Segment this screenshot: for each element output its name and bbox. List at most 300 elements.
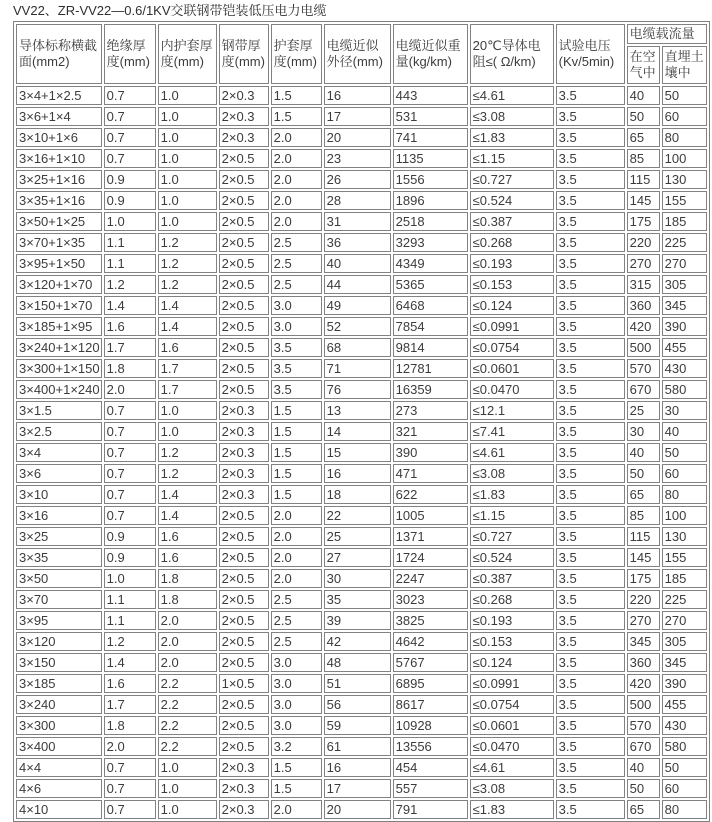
- table-cell: 3×150: [16, 653, 102, 672]
- table-cell: 390: [393, 443, 468, 462]
- table-cell: 1.0: [158, 86, 217, 105]
- table-cell: 3.2: [271, 737, 322, 756]
- table-cell: 4×10: [16, 800, 102, 819]
- table-cell: ≤3.08: [470, 107, 554, 126]
- table-cell: ≤1.15: [470, 506, 554, 525]
- table-cell: ≤4.61: [470, 443, 554, 462]
- table-cell: 3×25: [16, 527, 102, 546]
- table-cell: 42: [324, 632, 391, 651]
- table-cell: 3.5: [556, 170, 625, 189]
- table-cell: 3.0: [271, 695, 322, 714]
- table-row: [16, 338, 707, 357]
- table-cell: ≤0.0754: [470, 338, 554, 357]
- table-cell: 145: [627, 191, 660, 210]
- table-cell: 455: [662, 695, 707, 714]
- table-cell: 12781: [393, 359, 468, 378]
- table-cell: 3×300+1×150: [16, 359, 102, 378]
- table-cell: 270: [627, 254, 660, 273]
- table-cell: 1.4: [158, 317, 217, 336]
- table-cell: 30: [324, 569, 391, 588]
- table-cell: 50: [662, 443, 707, 462]
- table-row: [16, 674, 707, 693]
- table-cell: 1.2: [158, 233, 217, 252]
- table-cell: 1.4: [104, 653, 156, 672]
- table-cell: 39: [324, 611, 391, 630]
- table-cell: 1005: [393, 506, 468, 525]
- table-cell: 4×6: [16, 779, 102, 798]
- table-cell: 2×0.5: [219, 170, 269, 189]
- table-cell: 9814: [393, 338, 468, 357]
- table-cell: 3.5: [271, 380, 322, 399]
- col-header-insulation: 绝缘厚度(mm): [104, 24, 156, 84]
- table-cell: 36: [324, 233, 391, 252]
- table-row: [16, 359, 707, 378]
- table-cell: 2×0.3: [219, 443, 269, 462]
- table-row: [16, 170, 707, 189]
- table-cell: 3.5: [556, 212, 625, 231]
- table-cell: 2×0.5: [219, 254, 269, 273]
- table-cell: 23: [324, 149, 391, 168]
- table-cell: 6895: [393, 674, 468, 693]
- table-cell: 0.7: [104, 485, 156, 504]
- table-cell: 1135: [393, 149, 468, 168]
- table-cell: 1556: [393, 170, 468, 189]
- table-cell: 2×0.5: [219, 506, 269, 525]
- table-cell: 3×70: [16, 590, 102, 609]
- table-cell: 115: [627, 527, 660, 546]
- table-cell: 22: [324, 506, 391, 525]
- table-cell: 1.0: [104, 212, 156, 231]
- table-cell: 3.5: [556, 86, 625, 105]
- table-cell: 3023: [393, 590, 468, 609]
- table-cell: 0.7: [104, 107, 156, 126]
- table-cell: ≤7.41: [470, 422, 554, 441]
- table-cell: 25: [324, 527, 391, 546]
- table-row: [16, 779, 707, 798]
- col-header-conductor: 导体标称横截面(mm2): [16, 24, 102, 84]
- table-cell: 40: [662, 422, 707, 441]
- table-cell: 65: [627, 128, 660, 147]
- table-cell: 175: [627, 569, 660, 588]
- table-cell: 50: [627, 464, 660, 483]
- table-cell: 1.2: [158, 464, 217, 483]
- table-cell: 454: [393, 758, 468, 777]
- table-cell: 16: [324, 86, 391, 105]
- table-cell: 430: [662, 716, 707, 735]
- table-cell: 360: [627, 296, 660, 315]
- table-cell: 305: [662, 275, 707, 294]
- table-cell: 0.9: [104, 191, 156, 210]
- table-cell: 1724: [393, 548, 468, 567]
- table-cell: 2×0.3: [219, 779, 269, 798]
- table-cell: 15: [324, 443, 391, 462]
- table-cell: ≤0.0601: [470, 359, 554, 378]
- table-cell: 1.0: [158, 212, 217, 231]
- table-cell: ≤3.08: [470, 464, 554, 483]
- table-cell: 1.8: [104, 716, 156, 735]
- table-cell: 2×0.5: [219, 611, 269, 630]
- table-cell: 2.5: [271, 632, 322, 651]
- table-cell: 3.5: [556, 338, 625, 357]
- table-cell: 0.9: [104, 170, 156, 189]
- table-cell: 1.2: [158, 254, 217, 273]
- table-cell: 2.0: [158, 653, 217, 672]
- table-cell: 60: [662, 779, 707, 798]
- table-cell: ≤0.124: [470, 296, 554, 315]
- table-row: [16, 695, 707, 714]
- col-header-test-voltage: 试验电压(Kv/5min): [556, 24, 625, 84]
- table-cell: 3×2.5: [16, 422, 102, 441]
- table-cell: 185: [662, 569, 707, 588]
- table-cell: 420: [627, 317, 660, 336]
- table-cell: 3.5: [556, 107, 625, 126]
- table-cell: 2×0.5: [219, 275, 269, 294]
- table-cell: 50: [627, 107, 660, 126]
- table-cell: 4×4: [16, 758, 102, 777]
- table-cell: 3×300: [16, 716, 102, 735]
- table-row: [16, 296, 707, 315]
- table-cell: 20: [324, 800, 391, 819]
- table-cell: 1.0: [158, 149, 217, 168]
- table-cell: 3.5: [556, 401, 625, 420]
- table-cell: 0.7: [104, 506, 156, 525]
- table-cell: ≤0.268: [470, 233, 554, 252]
- table-cell: 3.5: [556, 506, 625, 525]
- table-cell: 2.0: [271, 212, 322, 231]
- table-cell: 3×6+1×4: [16, 107, 102, 126]
- table-cell: 3.5: [271, 338, 322, 357]
- table-cell: 321: [393, 422, 468, 441]
- table-cell: 2×0.3: [219, 86, 269, 105]
- table-cell: 2×0.5: [219, 569, 269, 588]
- table-cell: 270: [627, 611, 660, 630]
- table-cell: 670: [627, 737, 660, 756]
- table-cell: 1371: [393, 527, 468, 546]
- table-cell: 65: [627, 485, 660, 504]
- table-cell: 1.5: [271, 107, 322, 126]
- table-cell: 345: [662, 653, 707, 672]
- table-cell: 25: [627, 401, 660, 420]
- table-cell: 3.5: [556, 569, 625, 588]
- table-cell: 3×25+1×16: [16, 170, 102, 189]
- table-cell: 3×16+1×10: [16, 149, 102, 168]
- table-cell: 40: [627, 758, 660, 777]
- table-cell: 2.0: [271, 170, 322, 189]
- table-cell: 145: [627, 548, 660, 567]
- table-cell: 85: [627, 149, 660, 168]
- col-header-outer-diameter: 电缆近似外径(mm): [324, 24, 391, 84]
- table-cell: 2.5: [271, 233, 322, 252]
- table-cell: 3×400: [16, 737, 102, 756]
- table-cell: 65: [627, 800, 660, 819]
- table-cell: 3×50: [16, 569, 102, 588]
- table-cell: 31: [324, 212, 391, 231]
- table-cell: ≤0.268: [470, 590, 554, 609]
- table-cell: ≤0.524: [470, 191, 554, 210]
- table-cell: 1.0: [158, 191, 217, 210]
- table-cell: 270: [662, 254, 707, 273]
- table-cell: 1.5: [271, 779, 322, 798]
- table-cell: 8617: [393, 695, 468, 714]
- col-header-ampacity-air: 在空气中: [627, 46, 660, 84]
- table-cell: 17: [324, 107, 391, 126]
- table-cell: 1896: [393, 191, 468, 210]
- table-cell: 305: [662, 632, 707, 651]
- table-cell: 420: [627, 674, 660, 693]
- table-cell: ≤4.61: [470, 758, 554, 777]
- table-cell: ≤1.83: [470, 800, 554, 819]
- table-cell: 1.7: [104, 338, 156, 357]
- table-cell: 3×35: [16, 548, 102, 567]
- table-cell: 3×95: [16, 611, 102, 630]
- table-cell: 35: [324, 590, 391, 609]
- header-row-1: [16, 24, 707, 44]
- table-cell: 390: [662, 674, 707, 693]
- table-cell: 3×10+1×6: [16, 128, 102, 147]
- table-cell: ≤1.83: [470, 485, 554, 504]
- table-cell: 471: [393, 464, 468, 483]
- table-cell: 1.2: [158, 443, 217, 462]
- table-cell: 2×0.3: [219, 800, 269, 819]
- table-cell: 3×120: [16, 632, 102, 651]
- table-cell: 1.4: [158, 485, 217, 504]
- table-cell: 3.0: [271, 674, 322, 693]
- table-cell: 1.6: [158, 548, 217, 567]
- table-cell: 557: [393, 779, 468, 798]
- table-cell: 1.0: [158, 170, 217, 189]
- table-cell: 3.5: [556, 548, 625, 567]
- table-cell: 130: [662, 170, 707, 189]
- table-cell: 100: [662, 149, 707, 168]
- table-cell: 1.0: [158, 422, 217, 441]
- table-row: [16, 191, 707, 210]
- table-cell: 220: [627, 233, 660, 252]
- table-cell: ≤0.0754: [470, 695, 554, 714]
- table-cell: 3.5: [556, 611, 625, 630]
- table-body: [16, 86, 707, 819]
- table-row: [16, 212, 707, 231]
- table-cell: 2.0: [271, 527, 322, 546]
- table-cell: ≤0.0991: [470, 317, 554, 336]
- table-cell: 3.5: [271, 359, 322, 378]
- table-row: [16, 443, 707, 462]
- table-cell: 3.5: [556, 359, 625, 378]
- table-cell: 2×0.5: [219, 296, 269, 315]
- table-cell: 1.5: [271, 86, 322, 105]
- table-cell: 2.5: [271, 275, 322, 294]
- table-cell: 1.2: [104, 632, 156, 651]
- table-cell: 130: [662, 527, 707, 546]
- table-cell: ≤0.0470: [470, 737, 554, 756]
- table-cell: 220: [627, 590, 660, 609]
- table-cell: 2.0: [271, 128, 322, 147]
- table-row: [16, 506, 707, 525]
- table-cell: 3×120+1×70: [16, 275, 102, 294]
- table-cell: 0.9: [104, 548, 156, 567]
- table-cell: 225: [662, 233, 707, 252]
- table-cell: 3×400+1×240: [16, 380, 102, 399]
- table-row: [16, 107, 707, 126]
- table-cell: 60: [662, 464, 707, 483]
- table-cell: 670: [627, 380, 660, 399]
- table-cell: 3×240: [16, 695, 102, 714]
- table-cell: 1.5: [271, 422, 322, 441]
- table-cell: 2.0: [104, 737, 156, 756]
- table-cell: 430: [662, 359, 707, 378]
- table-row: [16, 401, 707, 420]
- table-row: [16, 317, 707, 336]
- table-cell: 455: [662, 338, 707, 357]
- table-cell: 1.0: [104, 569, 156, 588]
- table-row: [16, 800, 707, 819]
- table-cell: ≤0.193: [470, 254, 554, 273]
- table-cell: 4642: [393, 632, 468, 651]
- table-row: [16, 149, 707, 168]
- table-cell: 2×0.3: [219, 422, 269, 441]
- table-cell: 27: [324, 548, 391, 567]
- table-cell: 16: [324, 464, 391, 483]
- table-cell: 2.0: [271, 569, 322, 588]
- table-cell: 44: [324, 275, 391, 294]
- table-cell: 1.4: [158, 296, 217, 315]
- table-cell: 3.5: [556, 485, 625, 504]
- table-cell: 1.6: [158, 338, 217, 357]
- table-cell: ≤1.83: [470, 128, 554, 147]
- table-cell: 6468: [393, 296, 468, 315]
- cable-spec-table: [13, 21, 710, 822]
- table-cell: 175: [627, 212, 660, 231]
- table-cell: 115: [627, 170, 660, 189]
- table-row: [16, 632, 707, 651]
- table-cell: 570: [627, 716, 660, 735]
- table-cell: 2.0: [271, 191, 322, 210]
- table-cell: 390: [662, 317, 707, 336]
- table-cell: 3×95+1×50: [16, 254, 102, 273]
- table-cell: 1.0: [158, 779, 217, 798]
- table-cell: 570: [627, 359, 660, 378]
- table-cell: 28: [324, 191, 391, 210]
- table-row: [16, 737, 707, 756]
- table-cell: 3.0: [271, 716, 322, 735]
- table-cell: 50: [662, 86, 707, 105]
- table-cell: 2.2: [158, 674, 217, 693]
- table-cell: 531: [393, 107, 468, 126]
- table-cell: 1.6: [104, 317, 156, 336]
- table-cell: ≤0.727: [470, 170, 554, 189]
- table-cell: 1.6: [158, 527, 217, 546]
- table-cell: 3×185+1×95: [16, 317, 102, 336]
- table-cell: 791: [393, 800, 468, 819]
- table-cell: 2.2: [158, 737, 217, 756]
- table-row: [16, 569, 707, 588]
- table-cell: ≤12.1: [470, 401, 554, 420]
- table-cell: 5767: [393, 653, 468, 672]
- table-cell: 52: [324, 317, 391, 336]
- table-row: [16, 485, 707, 504]
- table-cell: 0.7: [104, 779, 156, 798]
- table-cell: 3.5: [556, 674, 625, 693]
- table-cell: 80: [662, 128, 707, 147]
- table-cell: 1.4: [158, 506, 217, 525]
- table-cell: 3825: [393, 611, 468, 630]
- table-cell: 1.6: [104, 674, 156, 693]
- table-cell: 17: [324, 779, 391, 798]
- table-cell: 1.2: [158, 275, 217, 294]
- table-cell: 61: [324, 737, 391, 756]
- table-cell: 7854: [393, 317, 468, 336]
- table-cell: 2.0: [158, 611, 217, 630]
- table-cell: 500: [627, 695, 660, 714]
- table-cell: ≤0.193: [470, 611, 554, 630]
- table-cell: ≤0.727: [470, 527, 554, 546]
- table-row: [16, 590, 707, 609]
- table-cell: 2.5: [271, 590, 322, 609]
- table-cell: 3.5: [556, 737, 625, 756]
- table-row: [16, 758, 707, 777]
- table-cell: 2.2: [158, 695, 217, 714]
- table-cell: 2×0.3: [219, 464, 269, 483]
- table-cell: 1.5: [271, 443, 322, 462]
- table-cell: 40: [324, 254, 391, 273]
- table-cell: ≤0.387: [470, 212, 554, 231]
- table-cell: 3×16: [16, 506, 102, 525]
- table-row: [16, 611, 707, 630]
- table-cell: 2.0: [271, 149, 322, 168]
- table-cell: 3.5: [556, 443, 625, 462]
- table-cell: 1.1: [104, 233, 156, 252]
- table-row: [16, 464, 707, 483]
- table-cell: 3293: [393, 233, 468, 252]
- table-cell: ≤0.0991: [470, 674, 554, 693]
- table-cell: 1.1: [104, 590, 156, 609]
- table-cell: 3.0: [271, 296, 322, 315]
- table-cell: 2×0.5: [219, 716, 269, 735]
- table-cell: 56: [324, 695, 391, 714]
- table-cell: 13556: [393, 737, 468, 756]
- table-cell: 741: [393, 128, 468, 147]
- table-cell: 1.7: [104, 695, 156, 714]
- table-row: [16, 275, 707, 294]
- table-cell: ≤0.153: [470, 632, 554, 651]
- table-cell: 30: [627, 422, 660, 441]
- table-cell: 360: [627, 653, 660, 672]
- table-cell: 3×150+1×70: [16, 296, 102, 315]
- table-cell: 3.5: [556, 254, 625, 273]
- table-cell: ≤0.0601: [470, 716, 554, 735]
- col-header-ampacity-buried: 直埋土壤中: [662, 46, 707, 84]
- table-cell: 2×0.3: [219, 758, 269, 777]
- table-cell: 5365: [393, 275, 468, 294]
- table-row: [16, 548, 707, 567]
- table-cell: ≤0.387: [470, 569, 554, 588]
- table-cell: 1×0.5: [219, 674, 269, 693]
- table-row: [16, 254, 707, 273]
- table-cell: 2.5: [271, 254, 322, 273]
- table-cell: 0.9: [104, 527, 156, 546]
- table-cell: 3×35+1×16: [16, 191, 102, 210]
- table-row: [16, 716, 707, 735]
- table-cell: 622: [393, 485, 468, 504]
- table-cell: 16359: [393, 380, 468, 399]
- table-row: [16, 422, 707, 441]
- table-cell: 2×0.5: [219, 359, 269, 378]
- table-cell: 49: [324, 296, 391, 315]
- table-cell: 3×185: [16, 674, 102, 693]
- table-cell: 68: [324, 338, 391, 357]
- table-cell: 26: [324, 170, 391, 189]
- table-cell: ≤0.124: [470, 653, 554, 672]
- table-cell: 345: [627, 632, 660, 651]
